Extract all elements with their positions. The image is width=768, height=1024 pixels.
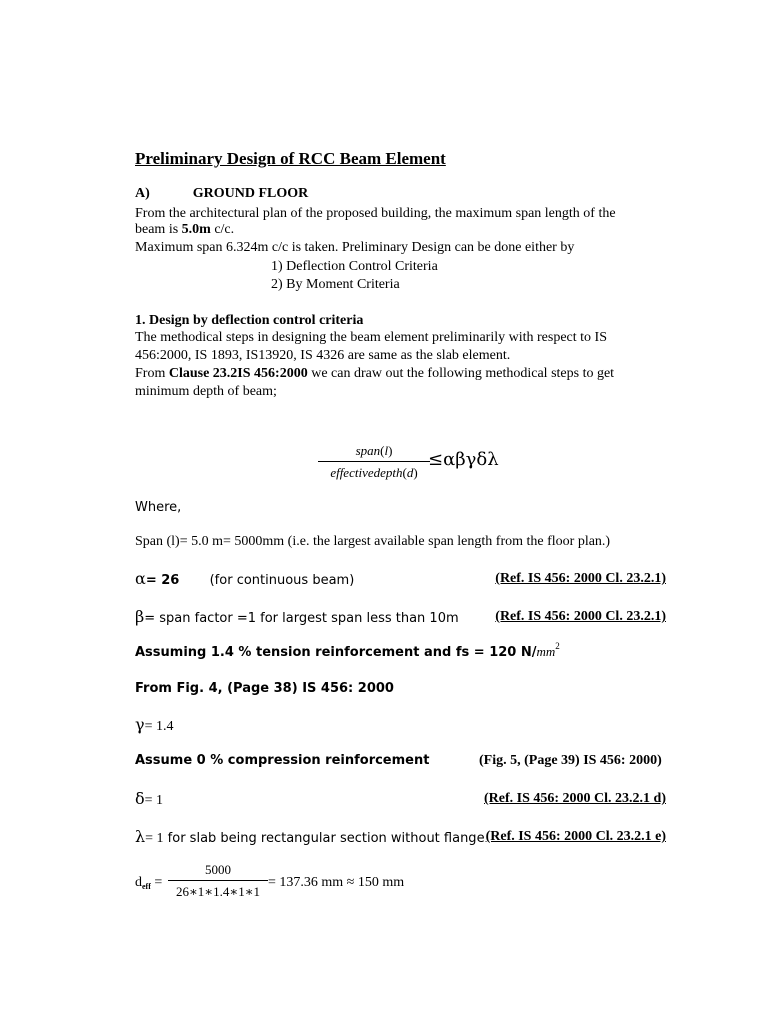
lambda-line — [135, 829, 485, 846]
lambda-text: for slab being rectangular section without flange — [163, 831, 485, 846]
beta-symbol: β — [135, 607, 145, 626]
intro-span-value: 5.0m — [181, 222, 211, 237]
clause-ref: Clause 23.2IS 456:2000 — [168, 366, 308, 381]
intro-line-1: From the architectural plan of the proposed building, the maximum span length of the — [135, 206, 616, 221]
compression-assumption: Assume 0 % compression reinforcement — [135, 753, 430, 768]
section-a-title: GROUND FLOOR — [192, 186, 309, 201]
span-line: Span (l)= 5.0 m= 5000mm (i.e. the largest available span length from the floor plan.) — [135, 534, 611, 549]
alpha-reference: (Ref. IS 456: 2000 Cl. 23.2.1) — [495, 571, 666, 586]
fig4-reference-line — [135, 682, 394, 695]
clause-post: we can draw out the following methodical steps to get — [307, 366, 615, 381]
lambda-reference: (Ref. IS 456: 2000 Cl. 23.2.1 e) — [485, 829, 666, 844]
alpha-note: (for continuous beam) — [209, 573, 355, 588]
numerator-var: l — [384, 443, 389, 458]
intro-line-2-pre: beam is — [135, 222, 182, 237]
deff-subscript: eff — [142, 882, 151, 891]
lambda-value: = 1 — [145, 831, 164, 846]
beta-text: = span factor =1 for largest span less than 10m — [144, 611, 459, 626]
intro-line-2 — [135, 223, 234, 237]
gamma-value: = 1.4 — [144, 719, 174, 734]
section-1-para-2: 456:2000, IS 1893, IS13920, IS 4326 are same as the slab element. — [135, 348, 511, 363]
lambda-symbol: λ — [135, 827, 146, 846]
alpha-symbol: α — [135, 569, 146, 588]
tension-unit-exponent: 2 — [555, 641, 560, 651]
where-label: Where, — [135, 500, 182, 515]
gamma-line — [135, 717, 173, 734]
deff-result: = 137.36 mm ≈ 150 mm — [268, 875, 405, 890]
fig4-pre: From — [135, 681, 177, 696]
alpha-line — [135, 571, 354, 587]
gamma-symbol: γ — [135, 715, 145, 734]
clause-pre: From — [135, 366, 169, 381]
formula-rhs: ≤αβγδλ — [428, 449, 499, 470]
delta-value: = 1 — [144, 793, 164, 808]
formula-denominator: effectivedepth(d) — [330, 465, 418, 480]
numerator-word: span — [355, 443, 381, 458]
intro-line-3: Maximum span 6.324m c/c is taken. Preliminary Design can be done either by — [135, 240, 575, 255]
denominator-word: effectivedepth — [330, 465, 403, 480]
delta-reference: (Ref. IS 456: 2000 Cl. 23.2.1 d) — [484, 791, 666, 806]
delta-symbol: δ — [135, 789, 145, 808]
option-moment: 2) By Moment Criteria — [271, 277, 400, 292]
denominator-var: d — [406, 465, 414, 480]
compression-reference: (Fig. 5, (Page 39) IS 456: 2000) — [479, 753, 662, 768]
deff-equation — [135, 860, 535, 900]
section-1-para-4: minimum depth of beam; — [135, 384, 277, 399]
section-a-heading — [135, 187, 308, 201]
fig4-post: IS 456: 2000 — [297, 681, 394, 696]
deff-equals: = — [150, 875, 163, 890]
section-a-label: A) — [135, 186, 150, 201]
deff-numerator: 5000 — [168, 863, 268, 881]
section-1-title: 1. Design by deflection control criteria — [135, 313, 364, 328]
formula-fraction — [318, 444, 430, 479]
delta-line — [135, 791, 163, 808]
tension-unit: mm — [536, 644, 556, 659]
page-title: Preliminary Design of RCC Beam Element — [135, 149, 446, 168]
deff-label — [135, 875, 162, 891]
fig4-figure: Fig. 4, (Page 38) — [176, 681, 298, 696]
option-deflection: 1) Deflection Control Criteria — [271, 259, 438, 274]
tension-assumption — [135, 641, 560, 660]
formula-numerator: span(l) — [318, 444, 430, 462]
section-1-para-1: The methodical steps in designing the beam element preliminarily with respect to IS — [135, 330, 607, 345]
alpha-value: = 26 — [145, 573, 180, 588]
tension-text: Assuming 1.4 % tension reinforcement and fs = 120 N/ — [135, 645, 537, 660]
beta-line — [135, 609, 459, 625]
deff-fraction — [168, 863, 268, 898]
intro-line-2-post: c/c. — [210, 222, 235, 237]
beta-reference: (Ref. IS 456: 2000 Cl. 23.2.1) — [495, 609, 666, 624]
section-1-para-3 — [135, 367, 614, 381]
deff-d: d — [135, 875, 142, 890]
deff-denominator: 26∗1∗1.4∗1∗1 — [175, 884, 261, 899]
